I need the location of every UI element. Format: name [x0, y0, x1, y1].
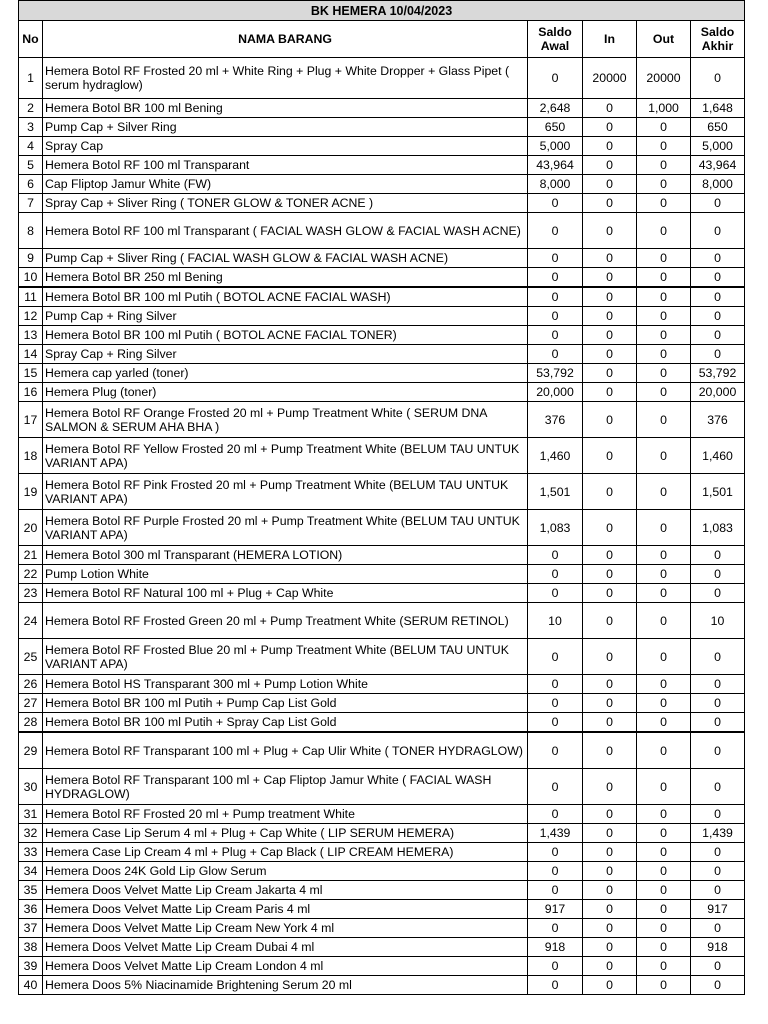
row-saldo-awal: 650	[528, 118, 583, 137]
row-saldo-akhir: 918	[691, 938, 745, 957]
row-saldo-awal: 0	[528, 546, 583, 565]
row-saldo-awal: 376	[528, 402, 583, 438]
row-saldo-awal: 10	[528, 603, 583, 639]
row-out: 0	[637, 694, 691, 713]
row-in: 0	[583, 326, 637, 345]
row-in: 0	[583, 694, 637, 713]
table-row	[19, 881, 745, 900]
row-saldo-akhir: 8,000	[691, 175, 745, 194]
row-in: 0	[583, 345, 637, 364]
row-saldo-awal: 0	[528, 976, 583, 995]
row-item-name: Hemera Case Lip Cream 4 ml + Plug + Cap Black ( LIP CREAM HEMERA)	[43, 843, 528, 862]
table-row	[19, 99, 745, 118]
row-saldo-akhir: 0	[691, 249, 745, 268]
row-item-name: Hemera Botol BR 100 ml Putih + Pump Cap List Gold	[43, 694, 528, 713]
row-saldo-akhir: 0	[691, 287, 745, 307]
row-in: 0	[583, 919, 637, 938]
row-no: 29	[19, 732, 43, 769]
row-out: 0	[637, 862, 691, 881]
row-in: 0	[583, 938, 637, 957]
row-saldo-awal: 0	[528, 213, 583, 249]
row-item-name: Hemera Botol BR 100 ml Putih ( BOTOL ACNE FACIAL TONER)	[43, 326, 528, 345]
row-item-name: Hemera Plug (toner)	[43, 383, 528, 402]
row-out: 0	[637, 603, 691, 639]
row-out: 0	[637, 249, 691, 268]
row-saldo-akhir: 0	[691, 675, 745, 694]
row-no: 21	[19, 546, 43, 565]
row-saldo-awal: 0	[528, 713, 583, 733]
row-in: 0	[583, 584, 637, 603]
row-saldo-awal: 43,964	[528, 156, 583, 175]
row-saldo-akhir: 0	[691, 919, 745, 938]
row-saldo-akhir: 376	[691, 402, 745, 438]
row-no: 1	[19, 58, 43, 99]
table-row	[19, 675, 745, 694]
table-row	[19, 713, 745, 733]
row-item-name: Hemera Botol RF Frosted 20 ml + Pump treatment White	[43, 805, 528, 824]
header-row	[19, 21, 745, 58]
row-no: 13	[19, 326, 43, 345]
row-in: 0	[583, 268, 637, 288]
row-no: 32	[19, 824, 43, 843]
row-out: 0	[637, 843, 691, 862]
row-saldo-awal: 0	[528, 268, 583, 288]
row-item-name: Hemera Case Lip Serum 4 ml + Plug + Cap White ( LIP SERUM HEMERA)	[43, 824, 528, 843]
row-out: 0	[637, 156, 691, 175]
row-out: 1,000	[637, 99, 691, 118]
row-item-name: Hemera Botol RF Frosted Green 20 ml + Pump Treatment White (SERUM RETINOL)	[43, 603, 528, 639]
table-row	[19, 213, 745, 249]
row-out: 0	[637, 474, 691, 510]
row-in: 0	[583, 194, 637, 213]
row-saldo-awal: 0	[528, 565, 583, 584]
row-in: 0	[583, 118, 637, 137]
row-no: 9	[19, 249, 43, 268]
row-out: 0	[637, 732, 691, 769]
row-item-name: Hemera Botol RF Transparant 100 ml + Plug + Cap Ulir White ( TONER HYDRAGLOW)	[43, 732, 528, 769]
row-no: 12	[19, 307, 43, 326]
row-no: 31	[19, 805, 43, 824]
row-in: 0	[583, 900, 637, 919]
table-row	[19, 843, 745, 862]
row-saldo-awal: 0	[528, 732, 583, 769]
stock-sheet	[18, 0, 744, 995]
row-saldo-akhir: 1,083	[691, 510, 745, 546]
row-saldo-akhir: 0	[691, 843, 745, 862]
row-in: 0	[583, 881, 637, 900]
row-saldo-akhir: 0	[691, 213, 745, 249]
row-item-name: Pump Lotion White	[43, 565, 528, 584]
row-out: 0	[637, 137, 691, 156]
row-saldo-akhir: 0	[691, 307, 745, 326]
row-saldo-awal: 1,460	[528, 438, 583, 474]
row-out: 0	[637, 510, 691, 546]
row-item-name: Hemera Botol RF 100 ml Transparant ( FACIAL WASH GLOW & FACIAL WASH ACNE)	[43, 213, 528, 249]
row-in: 0	[583, 976, 637, 995]
row-saldo-awal: 0	[528, 326, 583, 345]
row-item-name: Hemera Doos Velvet Matte Lip Cream London 4 ml	[43, 957, 528, 976]
row-saldo-akhir: 43,964	[691, 156, 745, 175]
row-in: 0	[583, 603, 637, 639]
row-out: 0	[637, 976, 691, 995]
row-out: 0	[637, 213, 691, 249]
table-row	[19, 438, 745, 474]
row-no: 3	[19, 118, 43, 137]
row-out: 0	[637, 675, 691, 694]
row-no: 30	[19, 769, 43, 805]
row-saldo-awal: 0	[528, 307, 583, 326]
row-no: 2	[19, 99, 43, 118]
row-saldo-akhir: 0	[691, 546, 745, 565]
stock-table	[18, 0, 745, 995]
row-saldo-akhir: 0	[691, 326, 745, 345]
row-saldo-akhir: 53,792	[691, 364, 745, 383]
header-out: Out	[637, 21, 691, 58]
row-out: 20000	[637, 58, 691, 99]
header-saldo-awal: Saldo Awal	[528, 21, 583, 58]
row-no: 4	[19, 137, 43, 156]
row-no: 18	[19, 438, 43, 474]
row-out: 0	[637, 364, 691, 383]
row-item-name: Hemera Botol RF Yellow Frosted 20 ml + Pump Treatment White (BELUM TAU UNTUK VARIANT APA)	[43, 438, 528, 474]
row-in: 0	[583, 675, 637, 694]
row-saldo-akhir: 0	[691, 881, 745, 900]
row-item-name: Hemera Botol RF Pink Frosted 20 ml + Pump Treatment White (BELUM TAU UNTUK VARIANT APA)	[43, 474, 528, 510]
row-out: 0	[637, 805, 691, 824]
row-no: 6	[19, 175, 43, 194]
table-row	[19, 287, 745, 307]
row-saldo-akhir: 0	[691, 194, 745, 213]
row-item-name: Pump Cap + Sliver Ring ( FACIAL WASH GLOW & FACIAL WASH ACNE)	[43, 249, 528, 268]
row-in: 0	[583, 213, 637, 249]
row-item-name: Hemera Doos Velvet Matte Lip Cream New York 4 ml	[43, 919, 528, 938]
row-saldo-akhir: 0	[691, 58, 745, 99]
row-no: 23	[19, 584, 43, 603]
row-saldo-awal: 0	[528, 58, 583, 99]
row-no: 25	[19, 639, 43, 675]
row-out: 0	[637, 881, 691, 900]
row-saldo-awal: 0	[528, 249, 583, 268]
table-row	[19, 175, 745, 194]
table-row	[19, 156, 745, 175]
row-item-name: Spray Cap	[43, 137, 528, 156]
row-out: 0	[637, 584, 691, 603]
row-out: 0	[637, 900, 691, 919]
row-item-name: Hemera Botol BR 100 ml Putih + Spray Cap List Gold	[43, 713, 528, 733]
row-out: 0	[637, 118, 691, 137]
row-out: 0	[637, 546, 691, 565]
row-saldo-awal: 0	[528, 843, 583, 862]
row-out: 0	[637, 175, 691, 194]
row-item-name: Hemera Botol RF Natural 100 ml + Plug + Cap White	[43, 584, 528, 603]
header-saldo-akhir: Saldo Akhir	[691, 21, 745, 58]
row-out: 0	[637, 287, 691, 307]
table-row	[19, 383, 745, 402]
table-row	[19, 137, 745, 156]
row-no: 8	[19, 213, 43, 249]
row-out: 0	[637, 438, 691, 474]
row-no: 17	[19, 402, 43, 438]
row-saldo-awal: 8,000	[528, 175, 583, 194]
row-saldo-akhir: 0	[691, 769, 745, 805]
row-item-name: Hemera Doos Velvet Matte Lip Cream Paris 4 ml	[43, 900, 528, 919]
table-row	[19, 194, 745, 213]
row-saldo-awal: 0	[528, 881, 583, 900]
row-saldo-akhir: 0	[691, 976, 745, 995]
row-saldo-akhir: 10	[691, 603, 745, 639]
table-body	[19, 58, 745, 995]
row-in: 0	[583, 732, 637, 769]
row-item-name: Hemera Botol BR 250 ml Bening	[43, 268, 528, 288]
row-in: 20000	[583, 58, 637, 99]
row-item-name: Hemera Botol RF Frosted 20 ml + White Ring + Plug + White Dropper + Glass Pipet ( serum hydraglow)	[43, 58, 528, 99]
table-row	[19, 919, 745, 938]
row-no: 16	[19, 383, 43, 402]
row-saldo-akhir: 1,439	[691, 824, 745, 843]
row-item-name: Hemera Botol RF Transparant 100 ml + Cap Fliptop Jamur White ( FACIAL WASH HYDRAGLOW)	[43, 769, 528, 805]
row-out: 0	[637, 769, 691, 805]
row-in: 0	[583, 249, 637, 268]
row-no: 14	[19, 345, 43, 364]
row-in: 0	[583, 307, 637, 326]
row-out: 0	[637, 307, 691, 326]
row-item-name: Hemera Botol 300 ml Transparant (HEMERA LOTION)	[43, 546, 528, 565]
row-saldo-awal: 0	[528, 694, 583, 713]
row-no: 28	[19, 713, 43, 733]
row-out: 0	[637, 383, 691, 402]
row-no: 35	[19, 881, 43, 900]
row-in: 0	[583, 769, 637, 805]
table-row	[19, 862, 745, 881]
table-row	[19, 900, 745, 919]
row-in: 0	[583, 639, 637, 675]
row-in: 0	[583, 510, 637, 546]
row-saldo-akhir: 917	[691, 900, 745, 919]
row-in: 0	[583, 713, 637, 733]
row-out: 0	[637, 919, 691, 938]
row-saldo-awal: 0	[528, 805, 583, 824]
table-row	[19, 345, 745, 364]
row-saldo-awal: 918	[528, 938, 583, 957]
row-saldo-awal: 1,083	[528, 510, 583, 546]
row-saldo-akhir: 0	[691, 345, 745, 364]
row-saldo-akhir: 0	[691, 732, 745, 769]
row-saldo-awal: 20,000	[528, 383, 583, 402]
row-item-name: Hemera Botol BR 100 ml Putih ( BOTOL ACNE FACIAL WASH)	[43, 287, 528, 307]
row-out: 0	[637, 565, 691, 584]
row-out: 0	[637, 938, 691, 957]
row-item-name: Hemera Botol HS Transparant 300 ml + Pump Lotion White	[43, 675, 528, 694]
row-no: 36	[19, 900, 43, 919]
row-item-name: Hemera Botol RF 100 ml Transparant	[43, 156, 528, 175]
row-item-name: Hemera Botol BR 100 ml Bening	[43, 99, 528, 118]
table-row	[19, 402, 745, 438]
row-item-name: Hemera Doos Velvet Matte Lip Cream Dubai 4 ml	[43, 938, 528, 957]
table-row	[19, 639, 745, 675]
row-saldo-awal: 2,648	[528, 99, 583, 118]
table-row	[19, 364, 745, 383]
table-row	[19, 938, 745, 957]
row-out: 0	[637, 713, 691, 733]
row-no: 37	[19, 919, 43, 938]
row-in: 0	[583, 137, 637, 156]
table-row	[19, 603, 745, 639]
row-no: 7	[19, 194, 43, 213]
table-row	[19, 976, 745, 995]
row-saldo-awal: 1,501	[528, 474, 583, 510]
row-no: 19	[19, 474, 43, 510]
row-saldo-akhir: 0	[691, 957, 745, 976]
row-no: 38	[19, 938, 43, 957]
row-in: 0	[583, 957, 637, 976]
row-saldo-awal: 0	[528, 957, 583, 976]
row-in: 0	[583, 824, 637, 843]
row-item-name: Spray Cap + Ring Silver	[43, 345, 528, 364]
table-row	[19, 565, 745, 584]
row-out: 0	[637, 824, 691, 843]
table-row	[19, 546, 745, 565]
table-row	[19, 118, 745, 137]
row-out: 0	[637, 194, 691, 213]
row-saldo-awal: 0	[528, 639, 583, 675]
row-in: 0	[583, 156, 637, 175]
row-saldo-awal: 0	[528, 769, 583, 805]
table-row	[19, 326, 745, 345]
row-no: 26	[19, 675, 43, 694]
row-in: 0	[583, 438, 637, 474]
row-saldo-akhir: 0	[691, 694, 745, 713]
row-in: 0	[583, 364, 637, 383]
row-out: 0	[637, 268, 691, 288]
row-saldo-awal: 0	[528, 675, 583, 694]
row-no: 20	[19, 510, 43, 546]
table-row	[19, 510, 745, 546]
row-no: 11	[19, 287, 43, 307]
row-saldo-akhir: 0	[691, 862, 745, 881]
row-saldo-akhir: 0	[691, 805, 745, 824]
row-in: 0	[583, 546, 637, 565]
row-saldo-akhir: 1,648	[691, 99, 745, 118]
row-in: 0	[583, 99, 637, 118]
row-item-name: Spray Cap + Sliver Ring ( TONER GLOW & TONER ACNE )	[43, 194, 528, 213]
row-no: 24	[19, 603, 43, 639]
row-in: 0	[583, 862, 637, 881]
row-saldo-awal: 0	[528, 287, 583, 307]
header-no: No	[19, 21, 43, 58]
sheet-title: BK HEMERA 10/04/2023	[19, 1, 745, 21]
row-no: 39	[19, 957, 43, 976]
row-out: 0	[637, 639, 691, 675]
row-in: 0	[583, 474, 637, 510]
table-row	[19, 694, 745, 713]
row-item-name: Hemera Botol RF Frosted Blue 20 ml + Pump Treatment White (BELUM TAU UNTUK VARIANT APA)	[43, 639, 528, 675]
row-item-name: Pump Cap + Silver Ring	[43, 118, 528, 137]
row-saldo-awal: 0	[528, 584, 583, 603]
row-saldo-akhir: 1,460	[691, 438, 745, 474]
row-no: 5	[19, 156, 43, 175]
row-saldo-akhir: 1,501	[691, 474, 745, 510]
row-in: 0	[583, 175, 637, 194]
table-row	[19, 769, 745, 805]
row-saldo-awal: 5,000	[528, 137, 583, 156]
table-row	[19, 474, 745, 510]
row-no: 33	[19, 843, 43, 862]
table-row	[19, 268, 745, 288]
row-saldo-awal: 53,792	[528, 364, 583, 383]
row-saldo-akhir: 0	[691, 713, 745, 733]
row-item-name: Hemera Doos 24K Gold Lip Glow Serum	[43, 862, 528, 881]
table-row	[19, 307, 745, 326]
row-out: 0	[637, 402, 691, 438]
row-no: 34	[19, 862, 43, 881]
header-in: In	[583, 21, 637, 58]
table-row	[19, 584, 745, 603]
row-saldo-akhir: 650	[691, 118, 745, 137]
table-row	[19, 732, 745, 769]
row-item-name: Hemera Botol RF Orange Frosted 20 ml + Pump Treatment White ( SERUM DNA SALMON & SERUM AHA BHA )	[43, 402, 528, 438]
row-in: 0	[583, 843, 637, 862]
row-item-name: Hemera Doos 5% Niacinamide Brightening Serum 20 ml	[43, 976, 528, 995]
row-no: 22	[19, 565, 43, 584]
table-row	[19, 249, 745, 268]
row-in: 0	[583, 565, 637, 584]
row-saldo-awal: 917	[528, 900, 583, 919]
table-row	[19, 824, 745, 843]
row-no: 10	[19, 268, 43, 288]
row-saldo-awal: 1,439	[528, 824, 583, 843]
row-saldo-akhir: 0	[691, 268, 745, 288]
row-saldo-awal: 0	[528, 194, 583, 213]
row-saldo-awal: 0	[528, 862, 583, 881]
row-item-name: Cap Fliptop Jamur White (FW)	[43, 175, 528, 194]
row-item-name: Hemera Doos Velvet Matte Lip Cream Jakarta 4 ml	[43, 881, 528, 900]
row-saldo-akhir: 0	[691, 639, 745, 675]
row-no: 40	[19, 976, 43, 995]
row-out: 0	[637, 326, 691, 345]
row-saldo-akhir: 5,000	[691, 137, 745, 156]
row-out: 0	[637, 345, 691, 364]
row-no: 27	[19, 694, 43, 713]
row-saldo-awal: 0	[528, 919, 583, 938]
row-no: 15	[19, 364, 43, 383]
row-item-name: Hemera cap yarled (toner)	[43, 364, 528, 383]
row-item-name: Pump Cap + Ring Silver	[43, 307, 528, 326]
row-saldo-akhir: 20,000	[691, 383, 745, 402]
row-out: 0	[637, 957, 691, 976]
row-in: 0	[583, 402, 637, 438]
row-in: 0	[583, 383, 637, 402]
row-item-name: Hemera Botol RF Purple Frosted 20 ml + Pump Treatment White (BELUM TAU UNTUK VARIANT APA)	[43, 510, 528, 546]
table-row	[19, 805, 745, 824]
row-saldo-awal: 0	[528, 345, 583, 364]
row-in: 0	[583, 287, 637, 307]
table-row	[19, 58, 745, 99]
row-in: 0	[583, 805, 637, 824]
header-nama-barang: NAMA BARANG	[43, 21, 528, 58]
row-saldo-akhir: 0	[691, 584, 745, 603]
table-row	[19, 957, 745, 976]
row-saldo-akhir: 0	[691, 565, 745, 584]
